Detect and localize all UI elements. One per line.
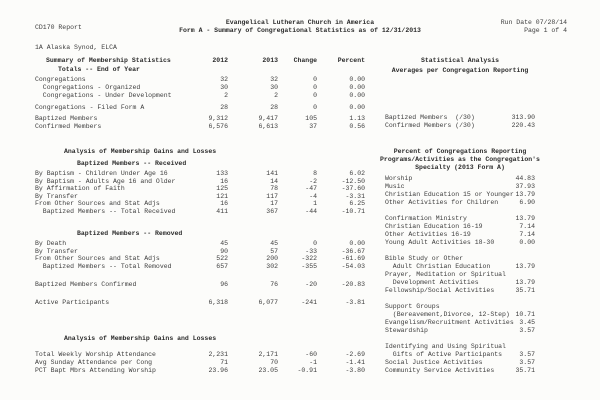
cell-percent: 0.00	[349, 103, 365, 111]
cell-percent: -61.69	[341, 255, 365, 263]
list-item	[385, 287, 535, 295]
item-label: Christian Education 16-19	[385, 223, 483, 230]
item-value: 13.79	[515, 191, 535, 198]
table-row	[35, 178, 365, 186]
cell-change: 0	[313, 84, 317, 91]
item-label: Other Activities 16-19	[385, 231, 471, 238]
cell-change: 105	[305, 115, 317, 122]
cell-2013: 302	[266, 262, 278, 270]
cell-2012: 30	[220, 84, 228, 91]
run-date: Run Date 07/28/14	[500, 19, 567, 26]
row-label: Total Weekly Worship Attendance	[35, 351, 156, 358]
active-participants-table	[35, 299, 365, 307]
attendance-table	[35, 351, 365, 375]
cell-2012: 9,312	[208, 115, 228, 122]
list-item	[385, 343, 535, 359]
cell-2013: 17	[270, 200, 278, 208]
cell-2013: 141	[266, 170, 278, 177]
cell-change: 0	[313, 76, 317, 83]
report-code: CD170 Report	[35, 24, 82, 31]
column-header-2013: 2013	[262, 57, 278, 64]
cell-2013: 200	[266, 255, 278, 263]
cell-change: -60	[305, 351, 317, 358]
page-number: Page 1 of 4	[524, 27, 567, 34]
table-row	[35, 193, 365, 201]
table-row	[35, 263, 365, 271]
item-value: 313.90	[511, 114, 535, 121]
cell-2012: 133	[216, 170, 228, 177]
item-value: 7.14	[519, 231, 535, 238]
cell-change: 0	[313, 103, 317, 111]
cell-percent: 0.00	[349, 84, 365, 91]
cell-2013: 28	[270, 103, 278, 111]
row-label: By Affirmation of Faith	[35, 185, 125, 193]
row-label: PCT Bapt Mbrs Attending Worship	[35, 367, 156, 374]
cell-2012: 125	[216, 185, 228, 193]
cell-2013: 45	[270, 240, 278, 247]
item-value: 10.71	[515, 311, 535, 318]
item-label: Confirmed Members (/30)	[385, 122, 475, 129]
cell-percent: 0.00	[349, 92, 365, 99]
cell-percent: -20.83	[341, 281, 365, 288]
table-row	[35, 281, 365, 289]
cell-change: -20	[305, 281, 317, 288]
cell-2012: 28	[220, 103, 228, 111]
cell-2013: 78	[270, 185, 278, 193]
list-item	[385, 367, 535, 375]
table-row	[35, 92, 365, 100]
item-value: 13.79	[515, 215, 535, 222]
cell-percent: 0.56	[349, 123, 365, 130]
list-item	[385, 255, 535, 271]
item-value: 13.79	[515, 263, 535, 270]
table-row	[35, 84, 365, 92]
item-value: 220.43	[511, 122, 535, 129]
cell-percent: -1.41	[345, 359, 365, 366]
list-item	[385, 215, 535, 223]
run-info	[501, 19, 567, 35]
cell-2012: 2,231	[208, 351, 228, 358]
item-value: 6.90	[519, 199, 535, 206]
column-header-change: Change	[293, 57, 317, 64]
cell-2013: 6,077	[258, 299, 278, 306]
row-label: Baptized Members -- Total Received	[35, 207, 176, 215]
cell-change: -47	[305, 185, 317, 193]
table-row	[35, 115, 365, 123]
received-heading: Baptized Members -- Received	[77, 160, 187, 167]
received-table	[35, 170, 365, 216]
item-label: Music	[385, 183, 405, 190]
item-label: Social Justice Activities	[385, 359, 483, 366]
cell-2013: 367	[266, 207, 278, 215]
cell-percent: 0.00	[349, 240, 365, 247]
item-value: 3.57	[519, 351, 535, 358]
item-label: Christian Education 15 or Younger	[385, 191, 514, 198]
column-header-percent: Percent	[337, 57, 365, 64]
cell-change: 0	[313, 240, 317, 247]
item-label: Confirmation Ministry	[385, 215, 467, 222]
table-row	[35, 299, 365, 307]
row-label: By Transfer	[35, 192, 78, 200]
summary-heading-line2: Totals -- End of Year	[58, 66, 140, 73]
summary-column-headers	[35, 57, 365, 65]
cell-change: 37	[309, 123, 317, 130]
item-label: Evangelism/Recruitment Activities	[385, 319, 514, 326]
item-value: 3.57	[519, 359, 535, 366]
cell-2013: 32	[270, 76, 278, 83]
table-row	[35, 359, 365, 367]
cell-2013: 2	[274, 92, 278, 99]
item-label: Baptized Members (/30)	[385, 114, 475, 121]
item-value: 7.14	[519, 223, 535, 230]
programs-heading-line3: Specialty (2013 Form A)	[415, 164, 505, 171]
report-title-line2: Form A - Summary of Congregational Statistics as of 12/31/2013	[179, 27, 421, 34]
cell-2012: 16	[220, 200, 228, 208]
cell-change: -33	[305, 247, 317, 255]
cell-percent: -2.69	[345, 351, 365, 358]
list-item	[385, 191, 535, 199]
item-label: Prayer, Meditation or Spiritual Development Activities	[385, 271, 506, 286]
summary-heading-line1: Summary of Membership Statistics	[46, 57, 171, 64]
report-title	[150, 19, 450, 35]
list-item	[385, 359, 535, 367]
row-label: Active Participants	[35, 299, 110, 306]
item-value: 3.57	[519, 327, 535, 334]
cell-2012: 32	[220, 76, 228, 83]
cell-2012: 657	[216, 262, 228, 270]
item-value: 35.71	[515, 367, 535, 374]
averages-list	[385, 114, 535, 130]
row-label: Avg Sunday Attendance per Cong	[35, 359, 153, 366]
cell-2013: 70	[270, 359, 278, 366]
cell-2012: 45	[220, 240, 228, 247]
cell-2012: 121	[216, 192, 228, 200]
programs-heading-line1: Percent of Congregations Reporting	[393, 148, 527, 155]
table-row	[35, 351, 365, 359]
cell-change: 0	[313, 92, 317, 99]
cell-percent: -12.50	[341, 177, 365, 185]
column-header-2012: 2012	[212, 57, 228, 64]
row-label: Baptized Members -- Total Removed	[35, 262, 172, 270]
item-value: 44.83	[515, 175, 535, 182]
stat-analysis-heading-line1: Statistical Analysis	[420, 57, 499, 64]
cell-2013: 2,171	[258, 351, 278, 358]
cell-percent: -54.03	[341, 262, 365, 270]
item-value: 37.93	[515, 183, 535, 190]
row-label: Congregations	[35, 76, 86, 83]
item-value: 0.00	[519, 239, 535, 246]
table-row	[35, 240, 365, 248]
item-label: Other Activities for Children	[385, 199, 499, 206]
cell-change: 1	[313, 200, 317, 208]
list-item	[385, 327, 535, 335]
cell-change: 8	[313, 170, 317, 177]
list-item	[385, 303, 535, 319]
list-item	[385, 175, 535, 183]
row-label: From Other Sources and Stat Adjs	[35, 200, 160, 208]
cell-2012: 23.96	[208, 367, 228, 374]
list-item	[385, 271, 535, 287]
program-group	[385, 303, 535, 335]
cell-2012: 522	[216, 255, 228, 263]
cell-change: -241	[301, 299, 317, 306]
report-title-line1: Evangelical Lutheran Church in America	[225, 19, 375, 26]
row-label: Confirmed Members	[35, 123, 102, 130]
item-label: Identifying and Using Spiritual Gifts of Active Participants	[385, 343, 506, 358]
list-item	[385, 231, 535, 239]
cell-2013: 117	[266, 192, 278, 200]
item-value: 3.45	[519, 319, 535, 326]
cell-2012: 16	[220, 177, 228, 185]
cell-percent: -37.60	[341, 185, 365, 193]
program-group	[385, 343, 535, 375]
cell-percent: -10.71	[341, 207, 365, 215]
row-label: Baptized Members	[35, 115, 98, 122]
table-row	[35, 367, 365, 375]
item-label: Stewardship	[385, 327, 428, 334]
cell-change: -2	[309, 177, 317, 185]
cell-percent: 0.00	[349, 76, 365, 83]
synod-name: 1A Alaska Synod, ELCA	[35, 44, 117, 51]
programs-heading-line2: Programs/Activities as the Congregation's	[380, 156, 540, 163]
cell-change: -355	[301, 262, 317, 270]
programs-heading	[372, 148, 548, 172]
row-label: From Other Sources and Stat Adjs	[35, 255, 160, 263]
table-row	[35, 200, 365, 208]
list-item	[385, 239, 535, 247]
cell-2013: 23.05	[258, 367, 278, 374]
item-label: Worship	[385, 175, 413, 182]
table-row	[35, 76, 365, 84]
cell-2012: 6,576	[208, 123, 228, 130]
table-row	[35, 248, 365, 256]
cell-change: -44	[305, 207, 317, 215]
program-group	[385, 175, 535, 207]
cell-change: -0.91	[297, 367, 317, 374]
row-label: Congregations - Filed Form A	[35, 103, 145, 111]
cell-2012: 6,318	[208, 299, 228, 306]
cell-percent: -3.81	[345, 299, 365, 306]
cell-2013: 9,417	[258, 115, 278, 122]
cell-2012: 90	[220, 247, 228, 255]
table-row	[35, 185, 365, 193]
cell-percent: 6.25	[349, 200, 365, 208]
cell-2012: 411	[216, 207, 228, 215]
item-label: Bible Study or Other Adult Christian Education	[385, 255, 491, 270]
cell-2013: 76	[270, 281, 278, 288]
list-item	[385, 223, 535, 231]
cell-2013: 30	[270, 84, 278, 91]
cell-percent: -3.31	[345, 192, 365, 200]
row-label: By Transfer	[35, 247, 78, 255]
item-value: 13.79	[515, 279, 535, 286]
removed-table	[35, 240, 365, 270]
list-item	[385, 122, 535, 130]
list-item	[385, 319, 535, 327]
table-row	[35, 104, 365, 112]
row-label: By Death	[35, 240, 67, 247]
cell-2012: 2	[224, 92, 228, 99]
table-row	[35, 255, 365, 263]
list-item	[385, 114, 535, 122]
programs-list	[385, 175, 535, 383]
cell-change: -322	[301, 255, 317, 263]
item-value: 35.71	[515, 287, 535, 294]
table-row	[35, 123, 365, 131]
program-group	[385, 255, 535, 295]
item-label: Community Service Activities	[385, 367, 495, 374]
cell-percent: 6.02	[349, 170, 365, 177]
stat-analysis-heading-line2: Averages per Congregation Reporting	[391, 67, 529, 74]
row-label: By Baptism - Adults Age 16 and Older	[35, 177, 176, 185]
cell-percent: -3.80	[345, 367, 365, 374]
cell-2013: 6,613	[258, 123, 278, 130]
table-row	[35, 170, 365, 178]
row-label: Congregations - Under Development	[35, 92, 172, 99]
cell-2013: 14	[270, 177, 278, 185]
row-label: By Baptism - Children Under Age 16	[35, 170, 168, 177]
attendance-heading: Analysis of Membership Gains and Losses	[64, 335, 217, 342]
removed-heading: Baptized Members -- Removed	[77, 230, 183, 237]
cell-change: -1	[309, 359, 317, 366]
cell-percent: 1.13	[349, 115, 365, 122]
row-label: Baptized Members Confirmed	[35, 281, 137, 288]
item-label: Young Adult Activities 18-30	[385, 239, 495, 246]
gains-losses-heading: Analysis of Membership Gains and Losses	[64, 148, 217, 155]
item-label: Support Groups (Bereavement,Divorce, 12-Step)	[385, 303, 510, 318]
cell-change: -4	[309, 192, 317, 200]
program-group	[385, 215, 535, 247]
row-label: Congregations - Organized	[35, 84, 141, 91]
item-label: Fellowship/Social Activities	[385, 287, 495, 294]
list-item	[385, 199, 535, 207]
cell-2012: 96	[220, 281, 228, 288]
list-item	[385, 183, 535, 191]
cell-percent: -36.67	[341, 247, 365, 255]
cell-2012: 71	[220, 359, 228, 366]
cell-2013: 57	[270, 247, 278, 255]
table-row	[35, 208, 365, 216]
summary-table	[35, 76, 365, 131]
confirmed-table	[35, 281, 365, 289]
